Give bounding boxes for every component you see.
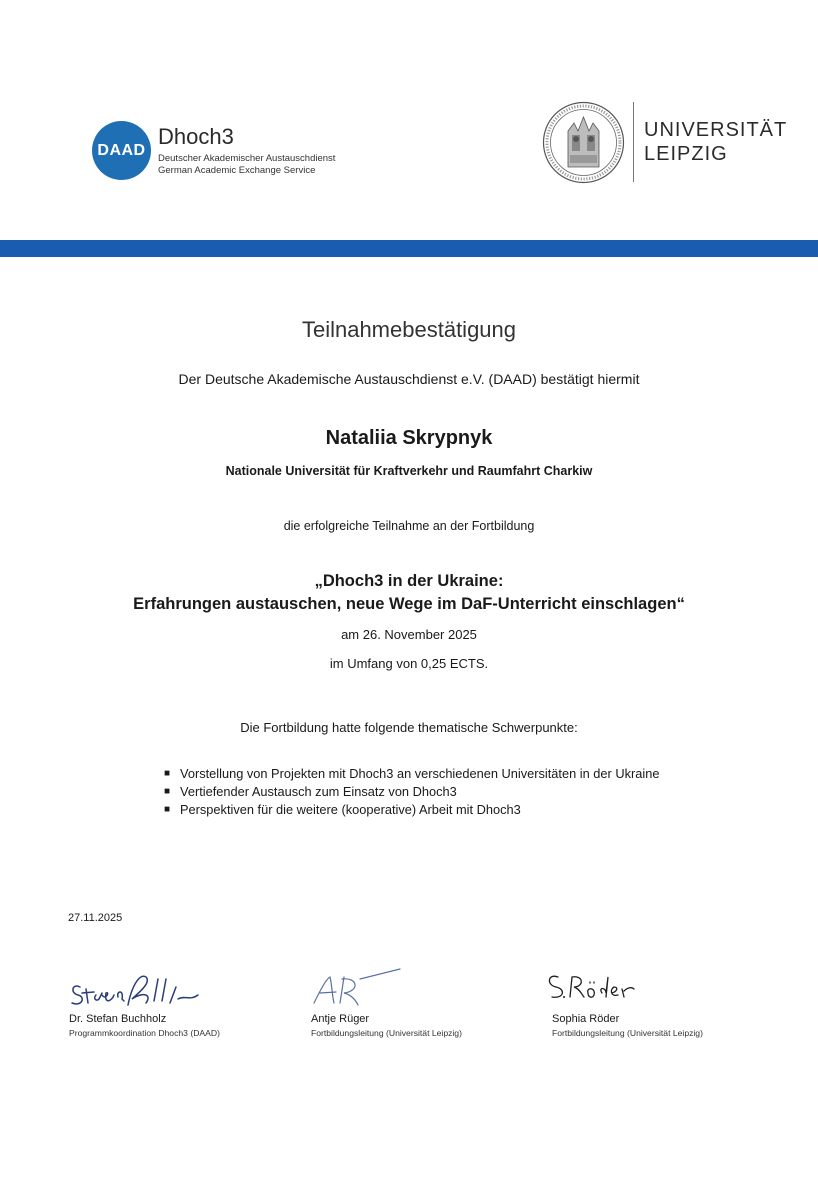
signatory-role: Programmkoordination Dhoch3 (DAAD) [69,1028,220,1038]
course-scope: im Umfang von 0,25 ECTS. [329,656,489,671]
certificate-intro: Der Deutsche Akademische Austauschdienst e.V. (DAAD) bestätigt hiermit [178,371,640,387]
list-item [164,783,659,801]
signature-rueger-icon [300,965,440,1013]
signatory-name: Antje Rüger [311,1013,370,1025]
university-name-line1: UNIVERSITÄT [644,119,788,141]
signatory-name: Sophia Röder [552,1013,620,1025]
topic-text: Vorstellung von Projekten mit Dhoch3 an verschiedenen Universitäten in der Ukraine [180,766,660,781]
daad-subtitle-en: German Academic Exchange Service [158,165,316,176]
signatory-name: Dr. Stefan Buchholz [69,1013,167,1025]
participation-text: die erfolgreiche Teilnahme an der Fortbildung [283,519,535,533]
topic-text: Vertiefender Austausch zum Einsatz von Dhoch3 [180,784,457,799]
header-blue-bar [0,240,818,257]
bullet-icon: ■ [164,786,171,797]
bullet-icon: ■ [164,804,171,815]
list-item [164,765,659,783]
university-name-line2: LEIPZIG [644,143,728,165]
daad-badge-text: DAAD [97,141,146,159]
signatory-role: Fortbildungsleitung (Universität Leipzig) [311,1028,462,1038]
course-title-line1: „Dhoch3 in der Ukraine: [314,572,504,590]
signature-roeder-icon [544,965,684,1013]
certificate-title: Teilnahmebestätigung [301,317,517,342]
bullet-icon: ■ [164,768,171,779]
course-date: am 26. November 2025 [341,627,477,642]
university-logo-divider [633,102,634,182]
list-item [164,801,659,819]
signature-buchholz-icon [66,965,206,1013]
daad-program-name: Dhoch3 [158,124,234,149]
topics-list [164,765,659,819]
course-title-line2: Erfahrungen austauschen, neue Wege im DaF-Unterricht einschlagen“ [133,595,685,613]
participant-name: Nataliia Skrypnyk [325,427,493,449]
daad-subtitle-de: Deutscher Akademischer Austauschdienst [158,153,336,164]
issue-date: 27.11.2025 [68,912,123,924]
university-seal-icon [542,101,625,184]
focus-intro: Die Fortbildung hatte folgende thematische Schwerpunkte: [240,720,578,735]
participant-institution: Nationale Universität für Kraftverkehr und Raumfahrt Charkiw [225,464,593,478]
daad-logo-badge [92,121,151,180]
topic-text: Perspektiven für die weitere (kooperative) Arbeit mit Dhoch3 [180,802,521,817]
signatory-role: Fortbildungsleitung (Universität Leipzig) [552,1028,703,1038]
